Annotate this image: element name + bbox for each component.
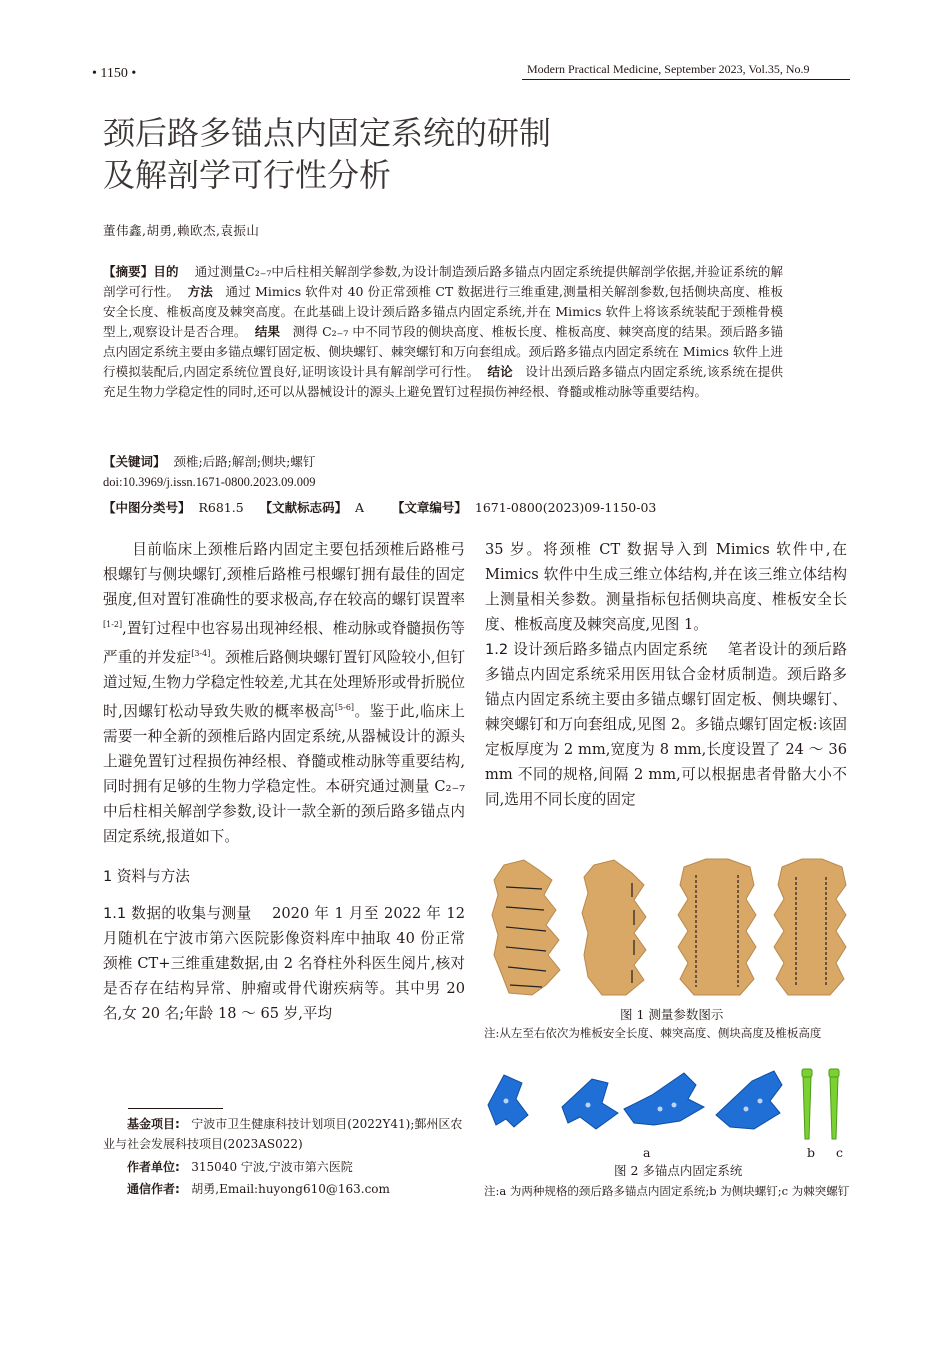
corr-footnote [103, 1179, 467, 1199]
method-label: 方法 [187, 284, 213, 299]
clc-value: R681.5 [198, 500, 244, 515]
abstract [103, 262, 783, 402]
purpose-text: 通过测量C₂₋₇中后柱相关解剖学参数,为设计制造颈后路多锚点内固定系统提供解剖学依据,并验证系统的解剖学可行性。 [103, 264, 783, 299]
ref-2: [3-4] [191, 648, 211, 658]
corr-label: 通信作者: [127, 1182, 180, 1196]
keywords-text: 颈椎;后路;解剖;侧块;螺钉 [173, 454, 316, 469]
doc-value: A [355, 500, 365, 515]
figure-1-image [484, 855, 849, 1005]
keywords-label: 【关键词】 [103, 454, 166, 469]
doi: doi:10.3969/j.issn.1671-0800.2023.09.009 [103, 475, 316, 489]
footnote-rule [128, 1108, 223, 1109]
spine-model-2 [582, 860, 646, 995]
intro-text-d: 。鉴于此,临床上需要一种全新的颈椎后路内固定系统,从器械设计的源头上避免置钉过程损伤神经根、脊髓或椎动脉等重要结构,同时拥有足够的生物力学稳定性。本研究通过测量 C₂₋₇ 中后柱相关解剖学参数,设计一款全新的颈后路多锚点内固定系统,报道如下。 [103, 702, 466, 845]
doc-label: 【文献标志码】 [259, 500, 348, 515]
subsection-1-1 [103, 901, 465, 1026]
intro-text-b: ,置钉过程中也容易出现神经根、椎动脉或脊髓损伤等严重的并发症 [103, 619, 465, 666]
right-paragraph-1: 35 岁。将颈椎 CT 数据导入到 Mimics 软件中,在 Mimics 软件中生成三维立体结构,并在该三维立体结构上测量相关参数。测量指标包括侧块高度、椎板安全长度、椎板高度及棘突高度,见图 1。 [485, 541, 847, 633]
spine-model-3 [678, 859, 756, 995]
fund-footnote [103, 1114, 467, 1154]
unit-text: 315040 宁波,宁波市第六医院 [191, 1160, 353, 1174]
section-1-heading: 1 资料与方法 [103, 867, 190, 885]
spinous-process-screw [829, 1069, 839, 1139]
intro-paragraph [103, 537, 465, 849]
method-text: 通过 Mimics 软件对 40 份正常颈椎 CT 数据进行三维重建,测量相关解剖参数,包括侧块高度、椎板安全长度、椎板高度及棘突高度。在此基础上设计颈后路多锚点内固定系统,并在 Mimics 软件上将该系统装配于颈椎骨模型上,观察设计是否合理。 [103, 284, 783, 339]
page-number: • 1150 • [92, 66, 137, 81]
subsection-1-1-text: 2020 年 1 月至 2022 年 12 月随机在宁波市第六医院影像资料库中抽取 40 份正常颈椎 CT+三维重建数据,由 2 名脊柱外科医生阅片,核对是否存在结构异常、肿瘤或骨代谢疾病等。其中男 20 名,女 20 名;年龄 18 ～ 65 岁,平均 [103, 904, 465, 1022]
fund-text: 宁波市卫生健康科技计划项目(2022Y41);鄞州区农业与社会发展科技项目(2023AS022) [103, 1117, 463, 1151]
authors: 董伟鑫,胡勇,赖欧杰,袁振山 [103, 223, 260, 238]
subsection-1-2-title: 1.2 设计颈后路多锚点内固定系统 [485, 641, 708, 658]
conclusion-label: 结论 [487, 364, 513, 379]
title-line-1: 颈后路多锚点内固定系统的研制 [103, 114, 552, 152]
classification-line [103, 498, 656, 516]
figure-2-label-a: a [643, 1145, 651, 1160]
journal-header: Modern Practical Medicine, September 2023, Vol.35, No.9 [527, 62, 810, 76]
result-text: 测得 C₂₋₇ 中不同节段的侧块高度、椎板长度、椎板高度、棘突高度的结果。颈后路多锚点内固定系统主要由多锚点螺钉固定板、侧块螺钉、棘突螺钉和万向套组成。颈后路多锚点内固定系统在 Mimics 软件上进行模拟装配后,内固定系统位置良好,证明该设计具有解剖学可行性。 [103, 324, 783, 379]
ref-3: [5-6] [334, 702, 355, 712]
ref-1: [1-2] [103, 620, 123, 629]
figure-2-caption: 图 2 多锚点内固定系统 [614, 1163, 743, 1178]
corr-text: 胡勇,Email:huyong610@163.com [191, 1182, 390, 1196]
abstract-label: 【摘要】 [103, 264, 154, 279]
figure-1-caption: 图 1 测量参数图示 [620, 1007, 724, 1022]
article-title [103, 112, 551, 196]
purpose-label: 目的 [153, 264, 179, 279]
figure-1-note: 注:从左至右依次为椎板安全长度、棘突高度、侧块高度及椎板高度 [484, 1026, 822, 1040]
subsection-1-1-title: 1.1 数据的收集与测量 [103, 904, 252, 922]
result-label: 结果 [254, 324, 281, 339]
left-column [103, 537, 465, 1026]
unit-footnote [103, 1157, 467, 1177]
subsection-1-2 [485, 637, 847, 812]
keywords [103, 452, 315, 470]
clc-label: 【中图分类号】 [103, 500, 191, 515]
title-line-2: 及解剖学可行性分析 [103, 156, 392, 194]
fund-label: 基金项目: [127, 1117, 180, 1131]
header-rule [522, 79, 850, 80]
figure-2-note: 注:a 为两种规格的颈后路多锚点内固定系统;b 为侧块螺钉;c 为棘突螺钉 [484, 1184, 850, 1198]
spine-model-4 [774, 859, 846, 995]
unit-label: 作者单位: [127, 1160, 180, 1174]
figure-2-label-c: c [836, 1145, 844, 1160]
art-value: 1671-0800(2023)09-1150-03 [474, 500, 657, 515]
intro-text-c: 。颈椎后路侧块螺钉置钉风险较小,但钉道过短,生物力学稳定性较差,尤其在处理矫形或骨折脱位时,因螺钉松动导致失败的概率极高 [103, 648, 465, 720]
spine-model-1 [492, 860, 560, 995]
figure-2-image [484, 1065, 849, 1150]
right-column [485, 537, 847, 812]
intro-text-a: 目前临床上颈椎后路内固定主要包括颈椎后路椎弓根螺钉与侧块螺钉,颈椎后路椎弓根螺钉拥有最佳的固定强度,但对置钉准确性的要求极高,存在较高的螺钉误置率 [103, 541, 465, 608]
lateral-mass-screw [802, 1069, 812, 1139]
subsection-1-2-text: 笔者设计的颈后路多锚点内固定系统采用医用钛合金材质制造。颈后路多锚点内固定系统主要由多锚点螺钉固定板、侧块螺钉、棘突螺钉和万向套组成,见图 2。多锚点螺钉固定板:该固定板厚度为 2 mm,宽度为 8 mm,长度设置了 24 ～ 36 mm 不同的规格,间隔 2 mm,可以根据患者骨骼大小不同,选用不同长度的固定 [485, 641, 847, 808]
art-label: 【文章编号】 [391, 500, 467, 515]
conclusion-text: 设计出颈后路多锚点内固定系统,该系统在提供充足生物力学稳定性的同时,还可以从器械设计的源头上避免置钉过程损伤神经根、脊髓或椎动脉等重要结构。 [103, 364, 783, 399]
implant-plates [488, 1071, 782, 1129]
figure-2-label-b: b [807, 1145, 816, 1160]
